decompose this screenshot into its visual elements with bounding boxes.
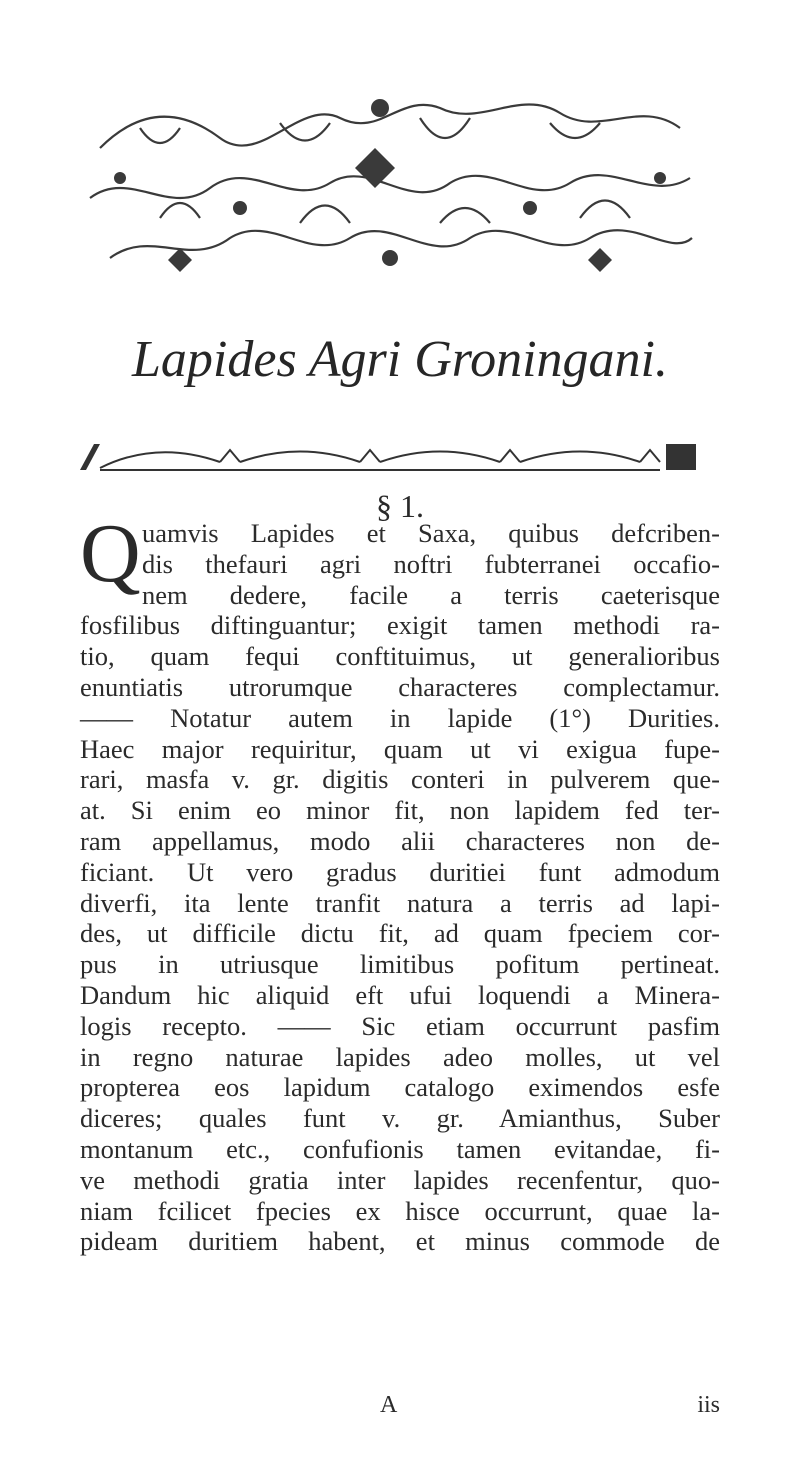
ornamental-rule-icon — [80, 440, 710, 474]
signature-mark: A — [380, 1392, 398, 1418]
text-line: pideam duritiem habent, et minus commode de — [80, 1226, 720, 1257]
text-line: logis recepto. —— Sic etiam occurrunt pasfim — [80, 1010, 720, 1041]
text-line: in regno naturae lapides adeo molles, ut vel — [80, 1041, 720, 1072]
text-line: uamvis Lapides et Saxa, quibus defcriben- — [142, 518, 720, 548]
text-line: rari, masfa v. gr. digitis conteri in pulverem que- — [80, 764, 720, 795]
text-line: diceres; quales funt v. gr. Amianthus, Suber — [80, 1103, 720, 1134]
text-line: montanum etc., confufionis tamen evitandae, fi- — [80, 1133, 720, 1164]
text-line: nem dedere, facile a terris caeterisque — [142, 579, 720, 610]
text-line: propterea eos lapidum catalogo eximendos esfe — [80, 1072, 720, 1103]
ornament-icon — [80, 88, 700, 278]
body-text — [80, 518, 720, 1257]
text-line: diverfi, ita lente tranfit natura a terris ad lapi- — [80, 887, 720, 918]
text-line: ve methodi gratia inter lapides recenfentur, quo- — [80, 1164, 720, 1195]
page-footer — [80, 1392, 720, 1426]
page-title: Lapides Agri Groningani. — [132, 331, 668, 388]
text-line: enuntiatis utrorumque characteres complectamur. — [80, 671, 720, 702]
text-line: niam fcilicet fpecies ex hisce occurrunt, quae la- — [80, 1195, 720, 1226]
section-heading: § 1. — [376, 488, 424, 524]
text-line: —— Notatur autem in lapide (1°) Durities. — [80, 702, 720, 733]
text-line: Dandum hic aliquid eft ufui loquendi a Minera- — [80, 979, 720, 1010]
text-line: ficiant. Ut vero gradus duritiei funt admodum — [80, 856, 720, 887]
catchword: iis — [697, 1392, 720, 1418]
text-line: tio, quam fequi conftituimus, ut generalioribus — [80, 641, 720, 672]
text-line: des, ut difficile dictu fit, ad quam fpeciem cor- — [80, 918, 720, 949]
text-line: dis thefauri agri noftri fubterranei occafio- — [142, 548, 720, 579]
text-line: pus in utriusque limitibus pofitum pertineat. — [80, 949, 720, 980]
text-line: ram appellamus, modo alii characteres non de- — [80, 825, 720, 856]
drop-cap: Q — [80, 507, 141, 600]
text-line: Haec major requiritur, quam ut vi exigua fupe- — [80, 733, 720, 764]
text-line: at. Si enim eo minor fit, non lapidem fed ter- — [80, 795, 720, 826]
text-line: fosfilibus diftinguantur; exigit tamen methodi ra- — [80, 610, 720, 641]
